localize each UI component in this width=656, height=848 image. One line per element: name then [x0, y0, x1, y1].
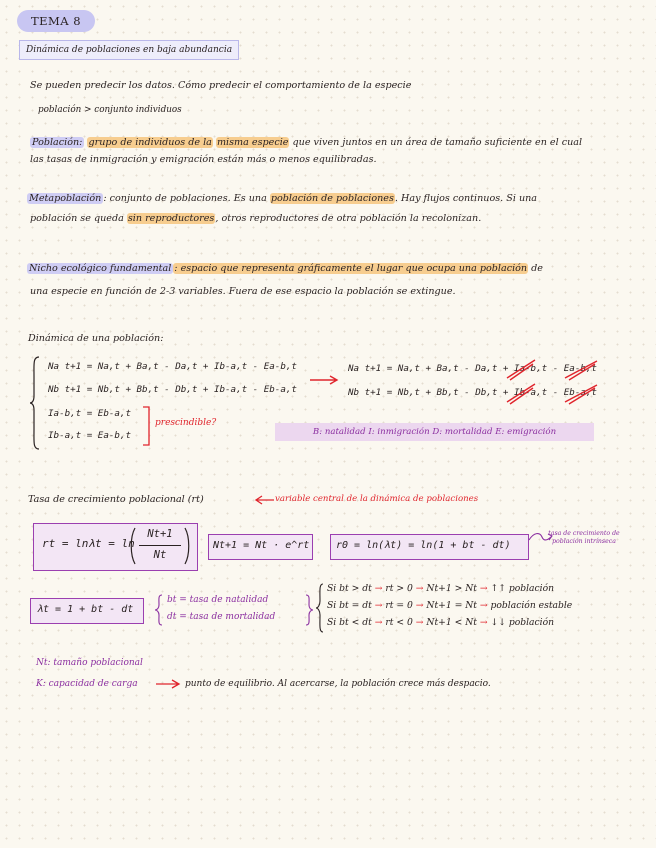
formula-nt: Nt+1 = Nt · e^rt: [213, 540, 310, 551]
prescindible-note: prescindible?: [155, 418, 217, 428]
bt-definition: bt = tasa de natalidad: [167, 595, 269, 605]
equation-iba: Ib-a,t = Ea-b,t: [48, 430, 131, 441]
condition-row: [327, 583, 554, 594]
formula-rt-numerator: Nt+1: [147, 528, 173, 540]
condition-row: [327, 600, 572, 611]
condition-result: ↑↑ población: [490, 583, 555, 594]
nicho-rest: de: [528, 263, 543, 274]
arrow-right-icon: →: [412, 600, 427, 611]
metapoblacion-line2b: , otros reproductores de otra población la recolonizan.: [215, 213, 482, 224]
conditions-brace-icon: [316, 583, 324, 633]
fraction-bar: [139, 545, 181, 546]
reduced-na-i-term: Ia-b,t: [513, 363, 548, 374]
metapoblacion-line2a: población se queda: [30, 213, 127, 224]
condition-rt: rt = 0: [385, 600, 413, 611]
arrow-right-icon: →: [371, 600, 386, 611]
condition-nt: Nt+1 < Nt: [426, 617, 477, 628]
k-definition: punto de equilibrio. Al acercarse, la población crece más despacio.: [185, 679, 491, 689]
condition-if: Si bt > dt: [327, 583, 372, 594]
lambda-formula: λt = 1 + bt - dt: [37, 604, 134, 615]
arrow-right-icon: →: [371, 583, 386, 594]
nt-definition: Nt: tamaño poblacional: [36, 658, 143, 668]
nicho-definition-line2: una especie en función de 2-3 variables. Fuera de ese espacio la población se extingue.: [30, 286, 456, 297]
system-brace-icon: [30, 356, 40, 450]
arrow-right-icon: →: [476, 583, 491, 594]
arrow-right-icon: [155, 679, 181, 689]
arrow-right-icon: [309, 375, 339, 385]
arrow-right-icon: →: [476, 600, 491, 611]
poblacion-definition: [30, 137, 582, 148]
metapoblacion-highlight-2: sin reproductores: [127, 213, 215, 224]
condition-rt: rt < 0: [385, 617, 413, 628]
arrow-right-icon: →: [412, 583, 427, 594]
condition-row: [327, 617, 554, 628]
bracket-icon: [143, 406, 151, 446]
metapoblacion-definition-line2: [30, 213, 481, 224]
reduced-na-main: Na t+1 = Na,t + Ba,t - Da,t +: [348, 363, 514, 374]
reduced-nb-i-term: Ib-a,t: [513, 387, 548, 398]
condition-nt: Nt+1 = Nt: [426, 600, 477, 611]
section-subtitle: Dinámica de poblaciones en baja abundancia: [19, 40, 239, 60]
metapoblacion-part2: . Hay flujos continuos. Si una: [394, 193, 538, 204]
equation-na: Na t+1 = Na,t + Ba,t - Da,t + Ib-a,t - Ea-b,t: [48, 361, 297, 372]
formula-r0: r0 = ln(λt) = ln(1 + bt - dt): [336, 540, 511, 551]
formula-rt-left: rt = lnλt = ln: [42, 537, 135, 550]
condition-nt: Nt+1 > Nt: [426, 583, 477, 594]
tasa-title: Tasa de crecimiento poblacional (rt): [28, 494, 204, 505]
poblacion-highlight-1: grupo de individuos de la: [88, 137, 212, 148]
metapoblacion-part1: : conjunto de poblaciones. Es una: [103, 193, 270, 204]
reduced-na-sep: -: [547, 363, 564, 374]
condition-result: población estable: [490, 600, 573, 611]
reduced-nb-sep: -: [547, 387, 564, 398]
condition-if: Si bt = dt: [327, 600, 372, 611]
arrow-right-icon: →: [476, 617, 491, 628]
k-label: K: capacidad de carga: [36, 679, 138, 689]
variables-legend: B: natalidad I: inmigración D: mortalidad E: emigración: [275, 423, 594, 441]
paren-left-icon: [130, 527, 136, 565]
intro-line: Se pueden predecir los datos. Cómo predecir el comportamiento de la especie: [30, 80, 412, 91]
equation-iab: Ia-b,t = Eb-a,t: [48, 408, 131, 419]
intro-population-line: población > conjunto individuos: [38, 105, 182, 115]
nicho-term: Nicho ecológico fundamental: [29, 263, 172, 274]
metapoblacion-highlight-1: población de poblaciones: [270, 193, 394, 204]
strike-through-marks: [505, 358, 605, 408]
condition-result: ↓↓ población: [490, 617, 555, 628]
formula-rt-denominator: Nt: [153, 549, 167, 561]
equation-nb: Nb t+1 = Nb,t + Bb,t - Db,t + Ib-a,t - Eb-a,t: [48, 384, 297, 395]
tasa-note: variable central de la dinámica de poblaciones: [275, 494, 479, 504]
condition-rt: rt > 0: [385, 583, 413, 594]
nicho-definition: [27, 263, 543, 274]
r0-note: tasa de crecimiento de población intrínseca: [548, 530, 620, 545]
topic-badge: TEMA 8: [17, 10, 95, 32]
metapoblacion-definition: [27, 193, 537, 204]
paren-right-icon: [184, 527, 190, 565]
reduced-nb-main: Nb t+1 = Nb,t + Bb,t - Db,t +: [348, 387, 514, 398]
arrow-right-icon: →: [412, 617, 427, 628]
metapoblacion-term: Metapoblación: [29, 193, 102, 204]
poblacion-definition-line2: las tasas de inmigración y emigración están más o menos equilibradas.: [30, 154, 377, 165]
poblacion-rest: que viven juntos en un área de tamaño suficiente en el cual: [289, 137, 583, 148]
reduced-na-e-term: Ea-b,t: [563, 363, 597, 374]
reduced-nb-e-term: Eb-a,t: [563, 387, 597, 398]
definitions-brace-right-icon: [305, 594, 313, 626]
condition-if: Si bt < dt: [327, 617, 372, 628]
dinamica-title: Dinámica de una población:: [28, 333, 164, 344]
nicho-highlight: : espacio que representa gráficamente el lugar que ocupa una población: [174, 263, 528, 274]
poblacion-term: Población:: [32, 137, 83, 148]
poblacion-highlight-2: misma especie: [216, 137, 289, 148]
arrow-right-icon: →: [371, 617, 386, 628]
definitions-brace-icon: [155, 594, 163, 626]
dt-definition: dt = tasa de mortalidad: [167, 612, 276, 622]
arrow-left-icon: [255, 495, 275, 505]
